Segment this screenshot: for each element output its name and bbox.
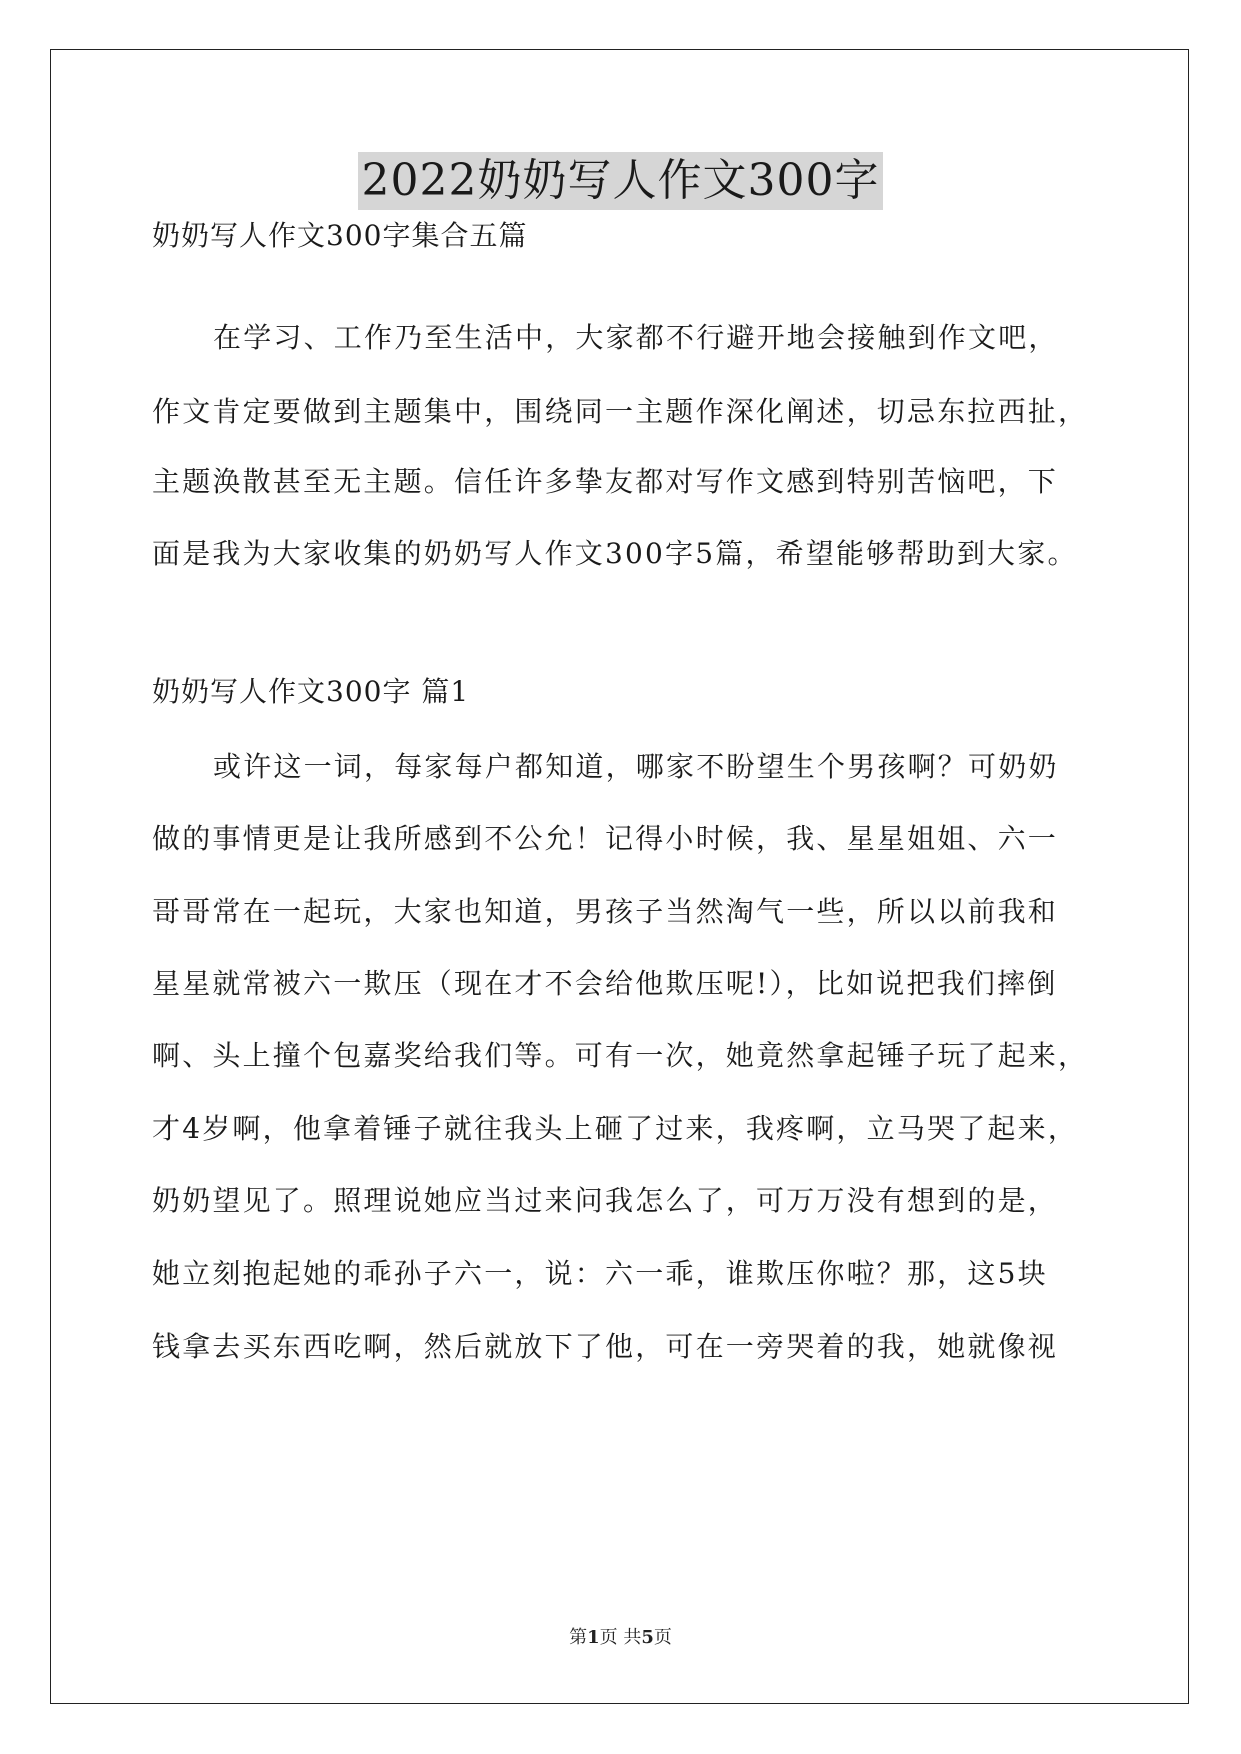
current-page-number: 1 [587, 1627, 600, 1648]
title-container [0, 152, 1241, 210]
page-border [50, 49, 1189, 1704]
intro-line-2: 作文肯定要做到主题集中，围绕同一主题作深化阐述，切忌东拉西扯， [152, 395, 1089, 428]
section-1-line-9: 钱拿去买东西吃啊，然后就放下了他，可在一旁哭着的我，她就像视 [152, 1330, 1059, 1363]
section-1-line-1: 或许这一词，每家每户都知道，哪家不盼望生个男孩啊？可奶奶 [213, 750, 1059, 783]
page-suffix: 页 [653, 1627, 672, 1648]
intro-line-1: 在学习、工作乃至生活中，大家都不行避开地会接触到作文吧， [213, 321, 1059, 354]
section-1-line-6: 才4岁啊，他拿着锤子就往我头上砸了过来，我疼啊，立马哭了起来， [152, 1112, 1079, 1145]
intro-line-3: 主题涣散甚至无主题。信任许多挚友都对写作文感到特别苦恼吧，下 [152, 465, 1059, 498]
document-subtitle: 奶奶写人作文300字集合五篇 [152, 219, 528, 252]
section-1-line-7: 奶奶望见了。照理说她应当过来问我怎么了，可万万没有想到的是， [152, 1184, 1059, 1217]
document-title: 2022奶奶写人作文300字 [358, 152, 884, 210]
section-1-line-2: 做的事情更是让我所感到不公允！记得小时候，我、星星姐姐、六一 [152, 822, 1059, 855]
total-page-number: 5 [641, 1627, 654, 1648]
intro-line-4: 面是我为大家收集的奶奶写人作文300字5篇，希望能够帮助到大家。 [152, 537, 1078, 570]
section-1-line-4: 星星就常被六一欺压（现在才不会给他欺压呢!），比如说把我们摔倒 [152, 967, 1058, 1000]
section-1-line-8: 她立刻抱起她的乖孙子六一，说：六一乖，谁欺压你啦？那，这5块 [152, 1257, 1048, 1290]
section-1-line-5: 啊、头上撞个包嘉奖给我们等。可有一次，她竟然拿起锤子玩了起来， [152, 1039, 1089, 1072]
section-1-heading: 奶奶写人作文300字 篇1 [152, 675, 470, 708]
section-1-line-3: 哥哥常在一起玩，大家也知道，男孩子当然淘气一些，所以以前我和 [152, 895, 1059, 928]
page-footer [0, 1623, 1241, 1649]
page-prefix: 第 [569, 1627, 588, 1648]
page-middle: 页 共 [599, 1627, 642, 1648]
